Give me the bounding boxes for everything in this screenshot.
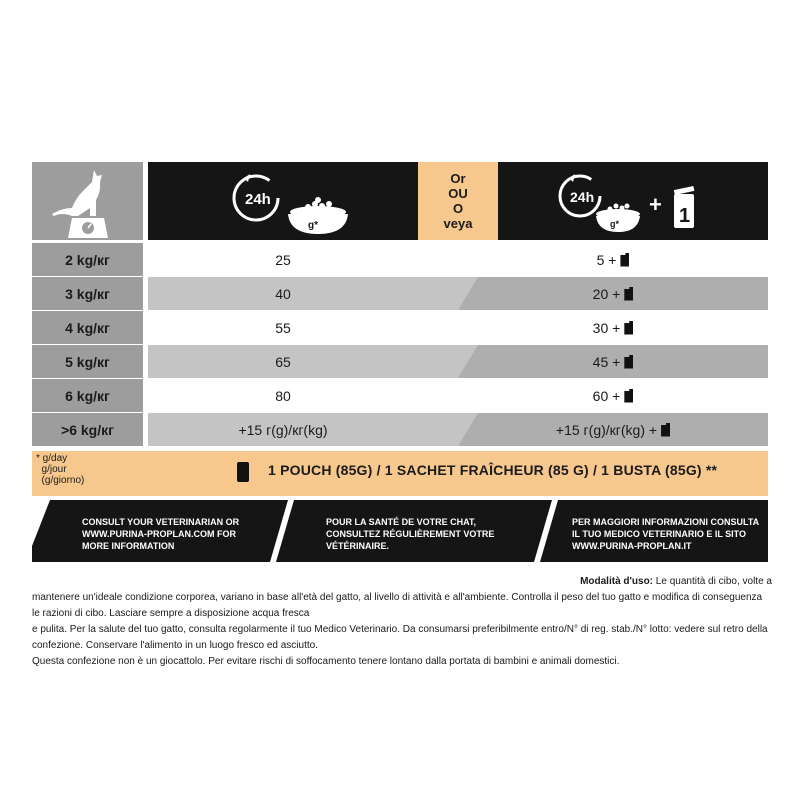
or-separator [418, 162, 498, 240]
food-bowl-icon [596, 204, 640, 233]
consult-text-it: PER MAGGIORI INFORMAZIONI CONSULTA IL TUO MEDICO VETERINARIO E IL SITO WWW.PURINA-PROPLAN.IT [572, 517, 760, 551]
mixed-amount: +15 г(g)/кг(kg) + [458, 413, 768, 446]
usage-title-line: Modalità d'uso: Le quantità di cibo, volte a [580, 576, 772, 587]
cat-on-scale-icon [32, 162, 143, 240]
usage-line: e pulita. Per la salute del tuo gatto, consulta regolarmente il tuo Medico Veterinario. Da consumarsi preferibilmente entro/N° di reg. stab./N° lotto: vedere sul retro della confezione. Conservare l'alimento in un luogo fresco ed asciutto. [32, 624, 768, 651]
weight-label: 4 kg/кг [32, 311, 143, 344]
pouch-icon [661, 423, 670, 437]
pouch-icon [624, 389, 633, 403]
or-tr: veya [443, 216, 473, 231]
pouch-count-text: 1 [679, 205, 691, 227]
or-en: Or [450, 171, 466, 186]
table-row [148, 345, 768, 378]
or-it: O [452, 201, 464, 216]
consult-text-en: CONSULT YOUR VETERINARIAN OR WWW.PURINA-PROPLAN.COM FOR MORE INFORMATION [82, 517, 240, 551]
clock-24h-icon [560, 174, 600, 216]
plus-sign: + [649, 192, 662, 217]
pouch-icon [624, 355, 633, 369]
pouch-icon [674, 186, 695, 228]
table-row [148, 413, 768, 446]
pouch-icon [624, 321, 633, 335]
table-row [148, 379, 768, 412]
weight-label: >6 kg/кг [32, 413, 143, 446]
weight-label: 5 kg/кг [32, 345, 143, 378]
dry-amount: 25 [275, 251, 291, 268]
pouch-icon [620, 253, 629, 267]
pouch-icon [237, 462, 249, 482]
cat-weight-header [32, 162, 143, 240]
dry-amount: 55 [275, 319, 291, 336]
table-row [148, 311, 768, 344]
dry-amount: +15 г(g)/кг(kg) [238, 421, 328, 438]
usage-line: mantenere un'ideale condizione corporea, variano in base all'età del gatto, al livello di attività e all'ambiente. Controlla il peso del tuo gatto e modifica di conseguenza le razioni di cibo. Lasciare sempre a disposizione acqua fresca [32, 592, 763, 619]
pouch-info-text: 1 POUCH (85G) / 1 SACHET FRAÎCHEUR (85 G) / 1 BUSTA (85G) ** [268, 462, 718, 478]
weight-label: 2 kg/кг [32, 243, 143, 276]
unit-legend: * g/day g/jour (g/giorno) [36, 453, 85, 486]
mixed-amount: 30 + [458, 311, 768, 344]
mixed-amount: 45 + [458, 345, 768, 378]
dry-amount: 80 [275, 387, 291, 404]
weight-label: 3 kg/кг [32, 277, 143, 310]
mixed-amount: 60 + [458, 379, 768, 412]
weight-label: 6 kg/кг [32, 379, 143, 412]
table-row [148, 277, 768, 310]
consult-band [32, 500, 768, 562]
clock-hours-text-right: 24h [570, 189, 595, 205]
clock-24h-icon [234, 174, 278, 220]
mixed-amount: 5 + [458, 243, 768, 276]
dry-amount: 40 [275, 285, 291, 302]
usage-line: Questa confezione non è un giocattolo. Per evitare rischi di soffocamento tenere lontano dalla portata di bambini e animali domestici. [32, 656, 620, 667]
mixed-amount: 20 + [458, 277, 768, 310]
table-row [148, 243, 768, 276]
dry-amount: 65 [275, 353, 291, 370]
pouch-icon [624, 287, 633, 301]
usage-instructions [32, 574, 772, 670]
clock-hours-text: 24h [245, 191, 271, 208]
mixed-food-header [498, 162, 768, 240]
or-fr: OU [448, 186, 468, 201]
food-bowl-icon [288, 197, 348, 234]
bowl-unit-text: g* [308, 220, 318, 231]
bowl-unit-text-right: g* [610, 219, 619, 229]
dry-food-header [148, 162, 418, 240]
consult-text-fr: POUR LA SANTÉ DE VOTRE CHAT, CONSULTEZ RÉGULIÈREMENT VOTRE VÉTÉRINAIRE. [326, 517, 495, 551]
